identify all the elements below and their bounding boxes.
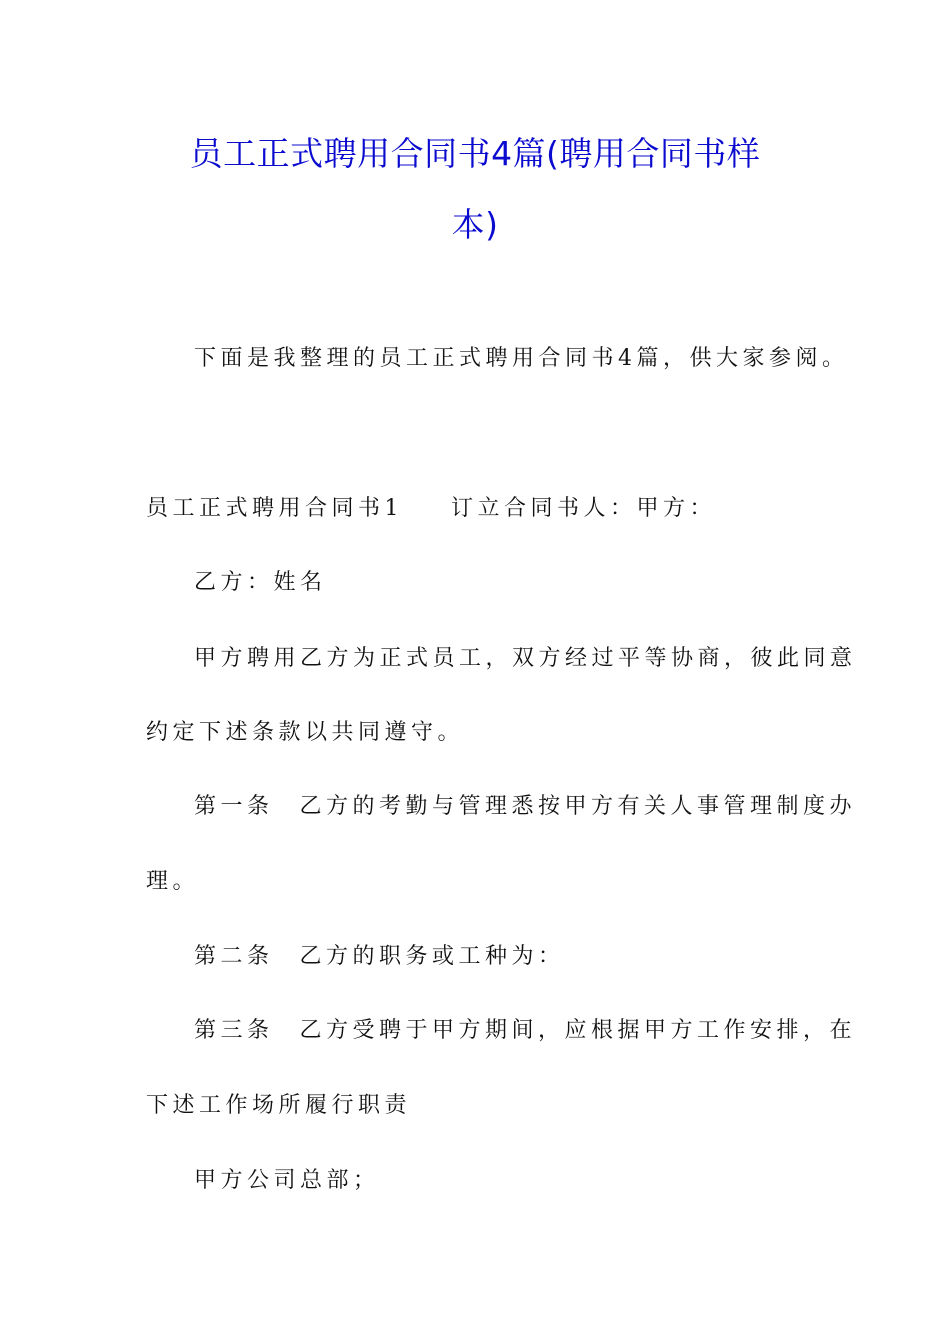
article-2 [194, 942, 565, 972]
article-text: 乙方的考勤与管理悉按甲方有关人事管理制度办 [299, 794, 857, 819]
paragraph-line: 约定下述条款以共同遵守。 [146, 720, 465, 745]
article-label: 第三条 [194, 1018, 274, 1043]
article-text: 乙方的职务或工种为： [299, 944, 565, 969]
intro-paragraph: 下面是我整理的员工正式聘用合同书4篇，供大家参阅。 [194, 346, 849, 371]
article-3 [194, 1016, 856, 1046]
section-heading-row [146, 494, 716, 524]
party-b-line: 乙方：姓名 [194, 570, 327, 595]
workplace-headquarters: 甲方公司总部； [194, 1168, 380, 1193]
article-label: 第二条 [194, 944, 274, 969]
article-1 [194, 792, 856, 822]
document-title-line-2: 本) [451, 205, 499, 244]
article-label: 第一条 [194, 794, 274, 819]
paragraph-line: 理。 [146, 869, 200, 894]
paragraph-line: 下述工作场所履行职责 [146, 1093, 412, 1118]
section-heading: 员工正式聘用合同书1 [146, 496, 403, 521]
document-title-line-1: 员工正式聘用合同书4篇(聘用合同书样 [189, 134, 761, 173]
contract-party-a: 订立合同书人：甲方： [451, 496, 717, 521]
article-text: 乙方受聘于甲方期间，应根据甲方工作安排，在 [299, 1018, 857, 1043]
paragraph-line: 甲方聘用乙方为正式员工，双方经过平等协商，彼此同意 [194, 646, 857, 671]
